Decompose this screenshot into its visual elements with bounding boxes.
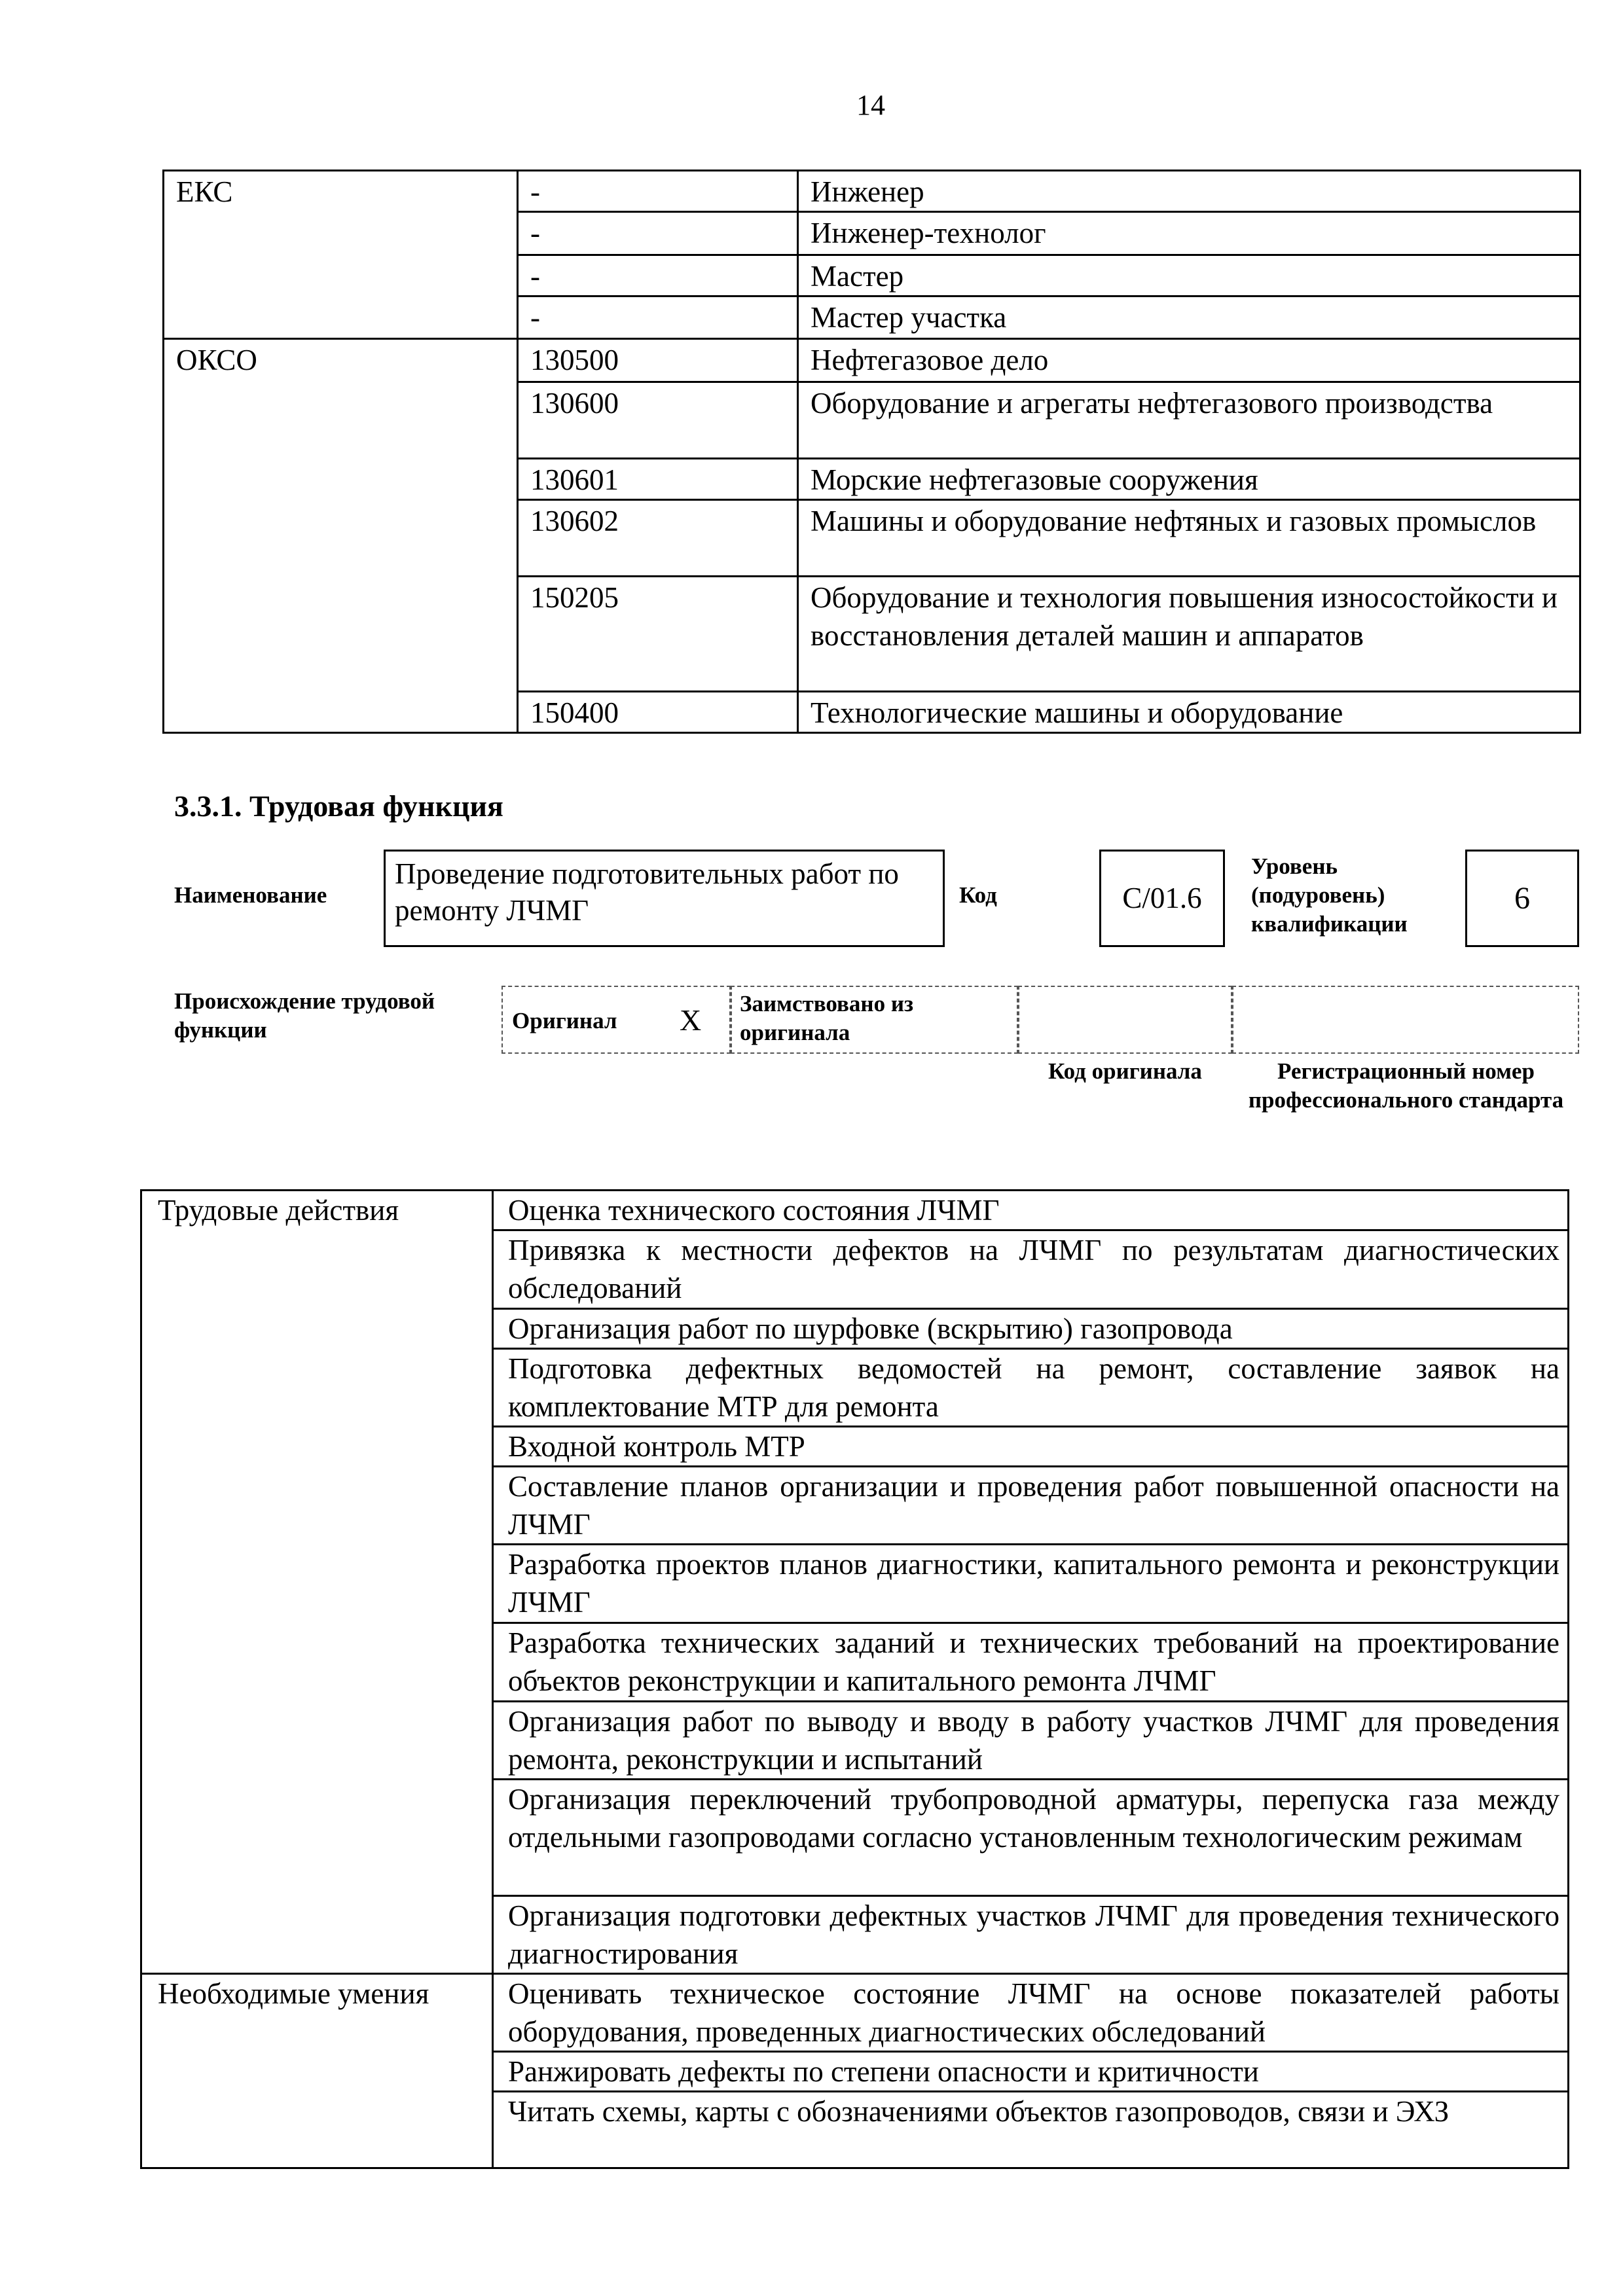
function-code-box: С/01.6: [1099, 850, 1225, 947]
reg-number-cell[interactable]: [1232, 986, 1579, 1054]
code-cell: 130600: [518, 382, 798, 459]
item-cell: Читать схемы, карты с обозначениями объектов газопроводов, связи и ЭХЗ: [493, 2092, 1569, 2168]
item-cell: Входной контроль МТР: [493, 1427, 1569, 1467]
item-cell: Подготовка дефектных ведомостей на ремонт, составление заявок на комплектование МТР для ремонта: [493, 1349, 1569, 1427]
original-label: Оригинал: [512, 1008, 617, 1033]
item-cell: Ранжировать дефекты по степени опасности и критичности: [493, 2052, 1569, 2092]
level-label: Уровень (подуровень) квалификации: [1251, 853, 1408, 937]
name-cell: Инженер-технолог: [798, 212, 1580, 255]
name-label: Наименование: [174, 882, 327, 908]
code-cell: 130601: [518, 459, 798, 500]
name-cell: Мастер: [798, 255, 1580, 296]
code-cell: -: [518, 255, 798, 296]
item-cell: Оценка технического состояния ЛЧМГ: [493, 1191, 1569, 1230]
name-cell: Технологические машины и оборудование: [798, 692, 1580, 733]
page-number: 14: [856, 89, 885, 121]
name-cell: Мастер участка: [798, 296, 1580, 339]
function-name-box: Проведение подготовительных работ по ремонту ЛЧМГ: [384, 850, 945, 947]
item-cell: Организация подготовки дефектных участков ЛЧМГ для проведения технического диагностирования: [493, 1896, 1569, 1974]
item-cell: Организация работ по выводу и вводу в работу участков ЛЧМГ для проведения ремонта, реконструкции и испытаний: [493, 1702, 1569, 1780]
code-label: Код: [959, 882, 997, 908]
name-cell: Морские нефтегазовые сооружения: [798, 459, 1580, 500]
code-cell: 130602: [518, 500, 798, 577]
section-heading: 3.3.1. Трудовая функция: [174, 789, 503, 823]
item-cell: Организация работ по шурфовке (вскрытию) газопровода: [493, 1309, 1569, 1349]
item-cell: Организация переключений трубопроводной арматуры, перепуска газа между отдельными газопроводами согласно установленным технологическим режимам: [493, 1780, 1569, 1896]
borrowed-label: Заимствовано из оригинала: [740, 991, 914, 1045]
name-cell: Оборудование и агрегаты нефтегазового производства: [798, 382, 1580, 459]
original-cell[interactable]: [501, 986, 731, 1054]
item-cell: Составление планов организации и проведения работ повышенной опасности на ЛЧМГ: [493, 1467, 1569, 1545]
original-mark: X: [680, 1003, 702, 1037]
qualification-reference-table: [162, 170, 1581, 734]
table-row: [141, 1974, 1569, 2052]
labor-function-table: [140, 1189, 1569, 2169]
group-label: ОКСО: [164, 339, 518, 733]
original-code-caption: Код оригинала: [1048, 1058, 1202, 1084]
item-cell: Оценивать техническое состояние ЛЧМГ на основе показателей работы оборудования, проведенных диагностических обследований: [493, 1974, 1569, 2052]
item-cell: Привязка к местности дефектов на ЛЧМГ по результатам диагностических обследований: [493, 1230, 1569, 1309]
item-cell: Разработка проектов планов диагностики, капитального ремонта и реконструкции ЛЧМГ: [493, 1545, 1569, 1623]
table-row: [141, 1191, 1569, 1230]
code-cell: -: [518, 296, 798, 339]
name-cell: Инженер: [798, 171, 1580, 212]
origin-label: Происхождение трудовой функции: [174, 988, 435, 1043]
code-cell: 150400: [518, 692, 798, 733]
code-cell: 130500: [518, 339, 798, 382]
name-cell: Оборудование и технология повышения износостойкости и восстановления деталей машин и аппаратов: [798, 577, 1580, 692]
table-row: [164, 339, 1580, 382]
code-cell: -: [518, 212, 798, 255]
reg-number-caption: Регистрационный номер профессионального стандарта: [1248, 1058, 1564, 1113]
borrowed-cell[interactable]: [731, 986, 1018, 1054]
table-row: [164, 171, 1580, 212]
code-cell: -: [518, 171, 798, 212]
group-label: ЕКС: [164, 171, 518, 339]
level-box: 6: [1465, 850, 1579, 947]
name-cell: Нефтегазовое дело: [798, 339, 1580, 382]
item-cell: Разработка технических заданий и технических требований на проектирование объектов реконструкции и капитального ремонта ЛЧМГ: [493, 1623, 1569, 1702]
section-label: Необходимые умения: [141, 1974, 493, 2168]
code-cell: 150205: [518, 577, 798, 692]
original-code-cell[interactable]: [1018, 986, 1232, 1054]
name-cell: Машины и оборудование нефтяных и газовых промыслов: [798, 500, 1580, 577]
section-label: Трудовые действия: [141, 1191, 493, 1974]
